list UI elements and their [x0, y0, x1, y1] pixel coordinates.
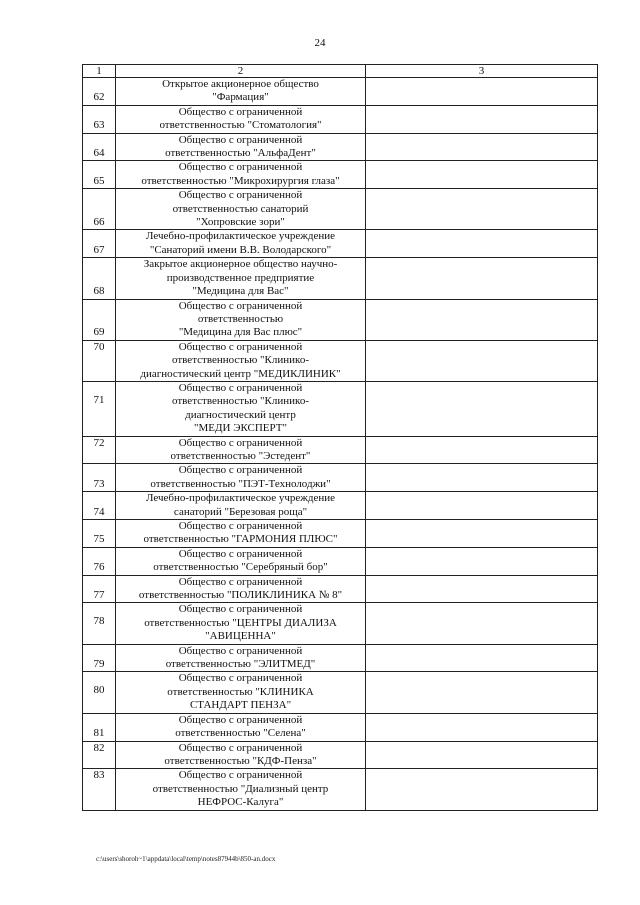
- organization-name: Общество с ограниченной ответственностью "Стоматология": [116, 105, 366, 133]
- table-row: [83, 644, 598, 672]
- row-number: 76: [83, 547, 116, 575]
- col3-cell: [366, 105, 598, 133]
- table-row: [83, 161, 598, 189]
- table-row: [83, 436, 598, 464]
- organization-name: Общество с ограниченной ответственностью "ЦЕНТРЫ ДИАЛИЗА "АВИЦЕННА": [116, 603, 366, 644]
- col3-cell: [366, 464, 598, 492]
- row-number: 69: [83, 299, 116, 340]
- organization-name: Открытое акционерное общество "Фармация": [116, 78, 366, 106]
- table-row: [83, 78, 598, 106]
- row-number: 82: [83, 741, 116, 769]
- col3-cell: [366, 161, 598, 189]
- row-number: 64: [83, 133, 116, 161]
- col3-cell: [366, 547, 598, 575]
- row-number: 65: [83, 161, 116, 189]
- table-header-row: [83, 65, 598, 78]
- row-number: 80: [83, 672, 116, 713]
- row-number: 77: [83, 575, 116, 603]
- col3-cell: [366, 230, 598, 258]
- row-number: 83: [83, 769, 116, 810]
- row-number: 81: [83, 713, 116, 741]
- table-row: [83, 547, 598, 575]
- row-number: 75: [83, 520, 116, 548]
- table-row: [83, 575, 598, 603]
- organization-name: Лечебно-профилактическое учреждение санаторий "Березовая роща": [116, 492, 366, 520]
- col3-cell: [366, 492, 598, 520]
- organization-name: Общество с ограниченной ответственностью "ЭЛИТМЕД": [116, 644, 366, 672]
- table-row: [83, 189, 598, 230]
- col3-cell: [366, 520, 598, 548]
- organization-name: Общество с ограниченной ответственностью "Медицина для Вас плюс": [116, 299, 366, 340]
- row-number: 73: [83, 464, 116, 492]
- page-number: 24: [314, 37, 326, 49]
- col3-cell: [366, 258, 598, 299]
- organization-name: Общество с ограниченной ответственностью "АльфаДент": [116, 133, 366, 161]
- col3-cell: [366, 381, 598, 436]
- row-number: 72: [83, 436, 116, 464]
- col3-cell: [366, 575, 598, 603]
- row-number: 74: [83, 492, 116, 520]
- col3-cell: [366, 436, 598, 464]
- row-number: 68: [83, 258, 116, 299]
- organization-name: Общество с ограниченной ответственностью санаторий "Хопровские зори": [116, 189, 366, 230]
- col3-cell: [366, 769, 598, 810]
- row-number: 66: [83, 189, 116, 230]
- document-file-path: c:\users\shoroh~1\appdata\local\temp\notes87944b\850-an.docx: [96, 855, 276, 863]
- table-row: [83, 520, 598, 548]
- organizations-table: [82, 64, 598, 811]
- table-row: [83, 133, 598, 161]
- table-row: [83, 603, 598, 644]
- organization-name: Общество с ограниченной ответственностью "Микрохирургия глаза": [116, 161, 366, 189]
- header-col-3: 3: [366, 65, 598, 78]
- row-number: 62: [83, 78, 116, 106]
- col3-cell: [366, 299, 598, 340]
- organization-name: Общество с ограниченной ответственностью "Серебряный бор": [116, 547, 366, 575]
- table-row: [83, 713, 598, 741]
- table-row: [83, 769, 598, 810]
- row-number: 70: [83, 340, 116, 381]
- table-row: [83, 672, 598, 713]
- row-number: 78: [83, 603, 116, 644]
- col3-cell: [366, 644, 598, 672]
- organization-name: Общество с ограниченной ответственностью "КДФ-Пенза": [116, 741, 366, 769]
- row-number: 71: [83, 381, 116, 436]
- col3-cell: [366, 672, 598, 713]
- table-row: [83, 258, 598, 299]
- organization-name: Общество с ограниченной ответственностью "ПОЛИКЛИНИКА № 8": [116, 575, 366, 603]
- col3-cell: [366, 133, 598, 161]
- organization-name: Общество с ограниченной ответственностью "Диализный центр НЕФРОС-Калуга": [116, 769, 366, 810]
- col3-cell: [366, 603, 598, 644]
- table-row: [83, 492, 598, 520]
- col3-cell: [366, 340, 598, 381]
- organization-name: Общество с ограниченной ответственностью "Эстедент": [116, 436, 366, 464]
- organization-name: Лечебно-профилактическое учреждение "Санаторий имени В.В. Володарского": [116, 230, 366, 258]
- col3-cell: [366, 78, 598, 106]
- table-row: [83, 230, 598, 258]
- organization-name: Общество с ограниченной ответственностью "Селена": [116, 713, 366, 741]
- row-number: 79: [83, 644, 116, 672]
- col3-cell: [366, 741, 598, 769]
- organization-name: Общество с ограниченной ответственностью "Клинико- диагностический центр "МЕДИКЛИНИК": [116, 340, 366, 381]
- organization-name: Общество с ограниченной ответственностью "ГАРМОНИЯ ПЛЮС": [116, 520, 366, 548]
- col3-cell: [366, 713, 598, 741]
- header-col-2: 2: [116, 65, 366, 78]
- table-row: [83, 464, 598, 492]
- table-row: [83, 340, 598, 381]
- table-row: [83, 299, 598, 340]
- col3-cell: [366, 189, 598, 230]
- organization-name: Общество с ограниченной ответственностью "КЛИНИКА СТАНДАРТ ПЕНЗА": [116, 672, 366, 713]
- table-row: [83, 381, 598, 436]
- row-number: 67: [83, 230, 116, 258]
- organization-name: Общество с ограниченной ответственностью "Клинико- диагностический центр "МЕДИ ЭКСПЕРТ": [116, 381, 366, 436]
- row-number: 63: [83, 105, 116, 133]
- organization-name: Общество с ограниченной ответственностью "ПЭТ-Технолоджи": [116, 464, 366, 492]
- table-row: [83, 105, 598, 133]
- organization-name: Закрытое акционерное общество научно- производственное предприятие "Медицина для Вас": [116, 258, 366, 299]
- table-row: [83, 741, 598, 769]
- header-col-1: 1: [83, 65, 116, 78]
